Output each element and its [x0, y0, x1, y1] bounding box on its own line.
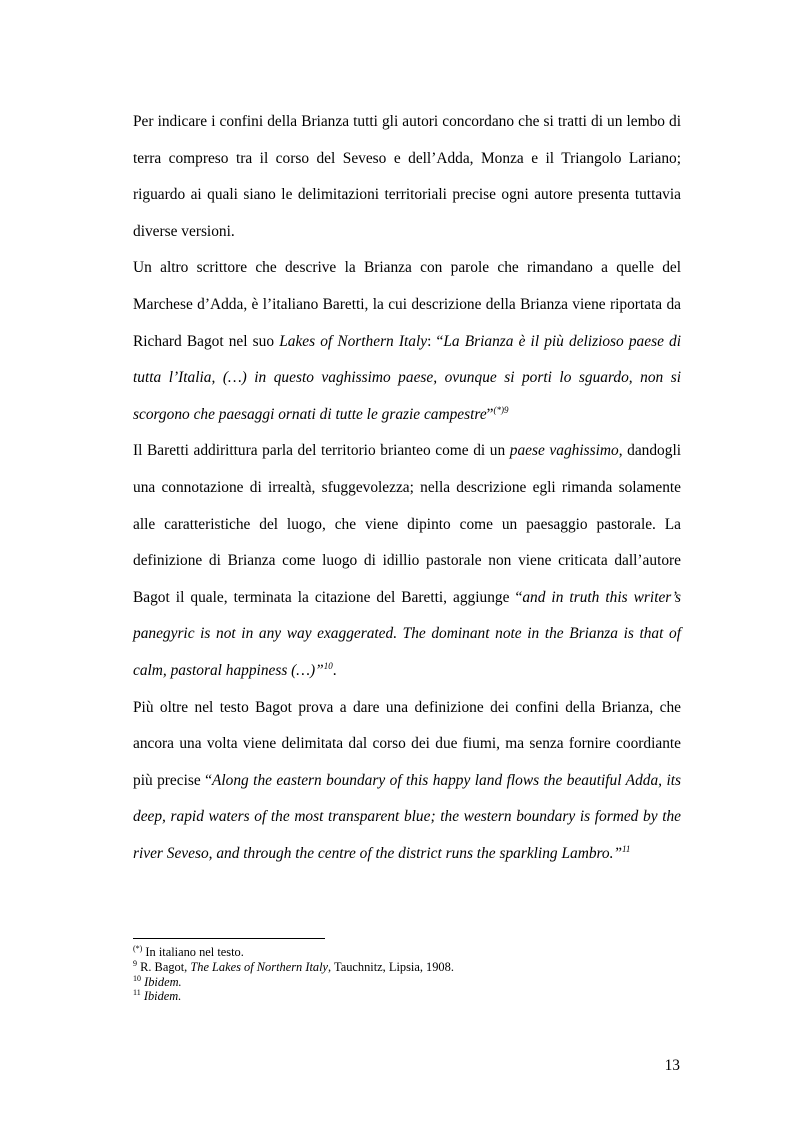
text-run: . [332, 661, 337, 679]
italic-run: Along the eastern boundary of this happy land flows the beautiful Adda, its deep, rapid waters of the most transparent blue; the western boundary is formed by the river Seveso, and through the centre of the district runs the sparkling Lambro.” [133, 771, 681, 862]
text-run: In italiano nel testo. [142, 945, 244, 959]
text-run: Più oltre nel testo Bagot prova a dare una definizione dei confini della Brianza, che ancora una volta viene delimitata dal corso dei due fiumi, ma senza fornire coordiante più precise “ [133, 698, 681, 789]
italic-run: Ibidem. [143, 989, 182, 1004]
text-run: , dandogli una connotazione di irrealtà, sfuggevolezza; nella descrizione egli rimanda solamente alle caratteristiche del luogo, che viene dipinto come un paesaggio pastorale. La definizione di Brianza come luogo di idillio pastorale non viene criticata dall’autore Bagot il quale, terminata la citazione del Baretti, aggiunge “ [133, 442, 681, 606]
note-reference: 9 [133, 958, 137, 968]
text-run: Per indicare i confini della Brianza tutti gli autori concordano che si tratti di un lembo di terra compreso tra il corso del Seveso e dell’Adda, Monza e il Triangolo Lariano; riguardo ai quali siano le delimitazioni territoriali precise ogni autore presenta tuttavia diverse versioni. [133, 113, 681, 240]
note-reference: 11 [133, 988, 141, 998]
paragraph [133, 104, 681, 250]
italic-run: Lakes of Northern Italy [279, 332, 428, 350]
body-text [133, 104, 681, 872]
footnote [133, 945, 693, 960]
note-reference: (*) [133, 944, 143, 953]
footnote-separator [133, 938, 325, 939]
italic-run: paese vaghissimo [509, 442, 619, 460]
italic-run: The Lakes of Northern Italy [190, 959, 329, 974]
footnote [133, 975, 693, 990]
italic-run: and in truth this writer’s panegyric is not in any way exaggerated. The dominant note in the Brianza is that of calm, pastoral happiness (…)” [133, 588, 681, 679]
paragraph [133, 433, 681, 689]
text-run: ” [486, 405, 494, 423]
footnote [133, 960, 693, 975]
paragraph [133, 250, 681, 433]
italic-run: La Brianza è il più delizioso paese di tutta l’Italia, (…) in questo vaghissimo paese, ovunque si porti lo sguardo, non si scorgono che paesaggi ornati di tutte le grazie campestre [133, 332, 682, 423]
footnote [133, 989, 693, 1004]
footnotes [133, 945, 693, 1004]
text-run: Il Baretti addirittura parla del territorio brianteo come di un [133, 442, 510, 460]
paragraph [133, 690, 681, 873]
note-reference: 10 [133, 973, 141, 983]
note-reference: (*)9 [493, 404, 509, 415]
note-reference: 10 [323, 660, 333, 671]
page-number: 13 [664, 1057, 680, 1074]
text-run: , Tauchnitz, Lipsia, 1908. [328, 959, 454, 974]
text-run: : “ [427, 332, 444, 350]
text-run: R. Bagot, [137, 959, 191, 974]
note-reference: 11 [622, 843, 631, 854]
italic-run: Ibidem. [144, 974, 182, 989]
text-run: Un altro scrittore che descrive la Brianza con parole che rimandano a quelle del Marchese d’Adda, è l’italiano Baretti, la cui descrizione della Brianza viene riportata da Richard Bagot nel suo [133, 259, 681, 350]
